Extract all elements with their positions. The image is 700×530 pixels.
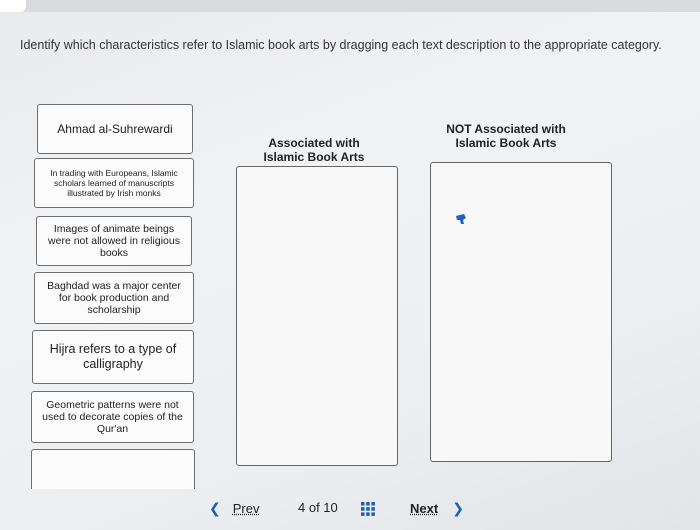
prev-label: Prev bbox=[232, 501, 260, 516]
drop-zone-not-associated[interactable] bbox=[430, 162, 612, 462]
drag-card-label: Hijra refers to a type of calligraphy bbox=[49, 342, 177, 371]
drag-card-label: Geometric patterns were not used to decorate copies of the Qur'an bbox=[42, 399, 183, 435]
question-counter: 4 of 10 bbox=[298, 500, 338, 515]
drag-card-baghdad-center[interactable] bbox=[34, 272, 194, 324]
drag-card-label: Ahmad al-Suhrewardi bbox=[57, 122, 173, 136]
instructions-text: Identify which characteristics refer to Islamic book arts by dragging each text description to the appropriate category. bbox=[20, 38, 662, 52]
drag-card-geometric-patterns[interactable] bbox=[31, 391, 194, 443]
tab-stub[interactable] bbox=[0, 0, 26, 12]
hand-cursor-icon bbox=[454, 212, 468, 226]
drag-card-trading-with-europeans[interactable] bbox=[34, 158, 194, 208]
drag-card-hijra-calligraphy[interactable] bbox=[32, 330, 194, 384]
next-label: Next bbox=[410, 501, 439, 516]
chevron-right-icon: ❯ bbox=[452, 500, 464, 516]
drag-card-partial[interactable] bbox=[31, 449, 195, 489]
drag-card-label: Baghdad was a major center for book production and scholarship bbox=[47, 280, 181, 316]
browser-top-strip bbox=[0, 0, 700, 12]
grid-icon[interactable] bbox=[361, 502, 375, 516]
drop-zone-associated[interactable] bbox=[236, 166, 398, 466]
category-header-not-associated: NOT Associated with Islamic Book Arts bbox=[446, 122, 566, 150]
drag-card-ahmad-al-suhrewardi[interactable] bbox=[37, 104, 193, 154]
next-button[interactable] bbox=[410, 500, 464, 517]
category-header-associated: Associated with Islamic Book Arts bbox=[263, 136, 365, 164]
drag-card-label: Images of animate beings were not allowed in religious books bbox=[48, 223, 180, 259]
prev-button[interactable] bbox=[209, 500, 259, 517]
drag-card-label: In trading with Europeans, Islamic scholars learned of manuscripts illustrated by Irish monks bbox=[50, 168, 178, 198]
chevron-left-icon: ❮ bbox=[209, 500, 221, 516]
drag-card-animate-beings[interactable] bbox=[36, 216, 192, 266]
